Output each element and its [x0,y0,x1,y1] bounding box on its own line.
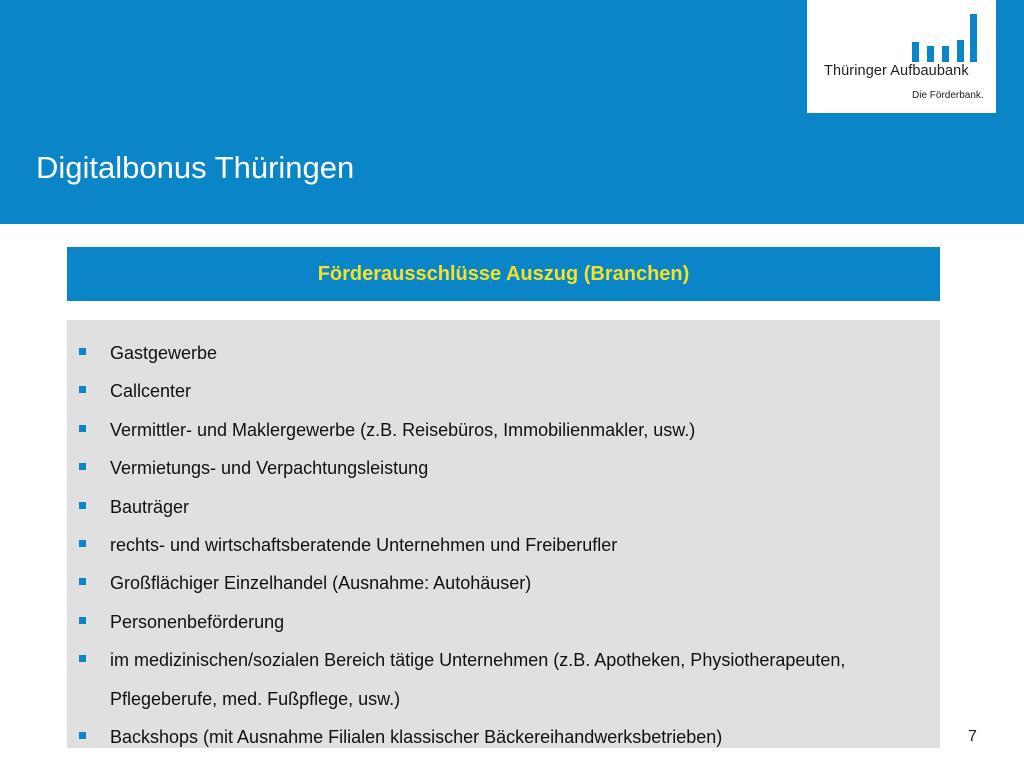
list-item-text: Personenbeförderung [110,611,285,632]
bullet-icon [79,617,86,624]
list-item-text: Vermietungs- und Verpachtungsleistung [110,458,429,479]
bullet-icon [79,348,86,355]
logo [807,0,996,113]
list-item [67,641,940,718]
slide-title: Digitalbonus Thüringen [36,150,355,185]
list-item [67,603,940,641]
list-item-text: Vermittler- und Maklergewerbe (z.B. Reisebüros, Immobilienmakler, usw.) [110,419,696,440]
bullet-icon [79,386,86,393]
logo-bars-icon [912,10,982,62]
list-item [67,372,940,410]
bullet-list [67,334,940,756]
bullet-icon [79,463,86,470]
list-item [67,449,940,487]
list-item [67,526,940,564]
list-item-text: Bauträger [110,496,190,517]
page-number: 7 [968,728,977,745]
list-item-text: Gastgewerbe [110,343,218,363]
list-item [67,488,940,526]
list-item-text: Backshops (mit Ausnahme Filialen klassischer Bäckereihandwerksbetrieben) [110,727,723,748]
bullet-icon [79,502,86,509]
content-panel [67,320,940,748]
list-item-text: Großflächiger Einzelhandel (Ausnahme: Autohäuser) [110,573,532,594]
bullet-icon [79,578,86,585]
logo-tagline: Die Förderbank. [912,90,984,101]
bullet-icon [79,655,86,662]
bullet-icon [79,425,86,432]
logo-name: Thüringer Aufbaubank [824,63,969,79]
section-header [67,247,940,301]
list-item-text: rechts- und wirtschaftsberatende Unternehmen und Freiberufler [110,535,618,556]
list-item [67,334,940,372]
section-title: Förderausschlüsse Auszug (Branchen) [317,262,690,285]
bullet-icon [79,540,86,547]
list-item [67,718,940,756]
list-item-text: im medizinischen/sozialen Bereich tätige Unternehmen (z.B. Apotheken, Physiotherapeuten, Pflegeberufe, med. Fußpflege, usw.) [110,650,846,709]
list-item [67,564,940,602]
list-item [67,411,940,449]
list-item-text: Callcenter [110,381,192,402]
bullet-icon [79,732,86,739]
